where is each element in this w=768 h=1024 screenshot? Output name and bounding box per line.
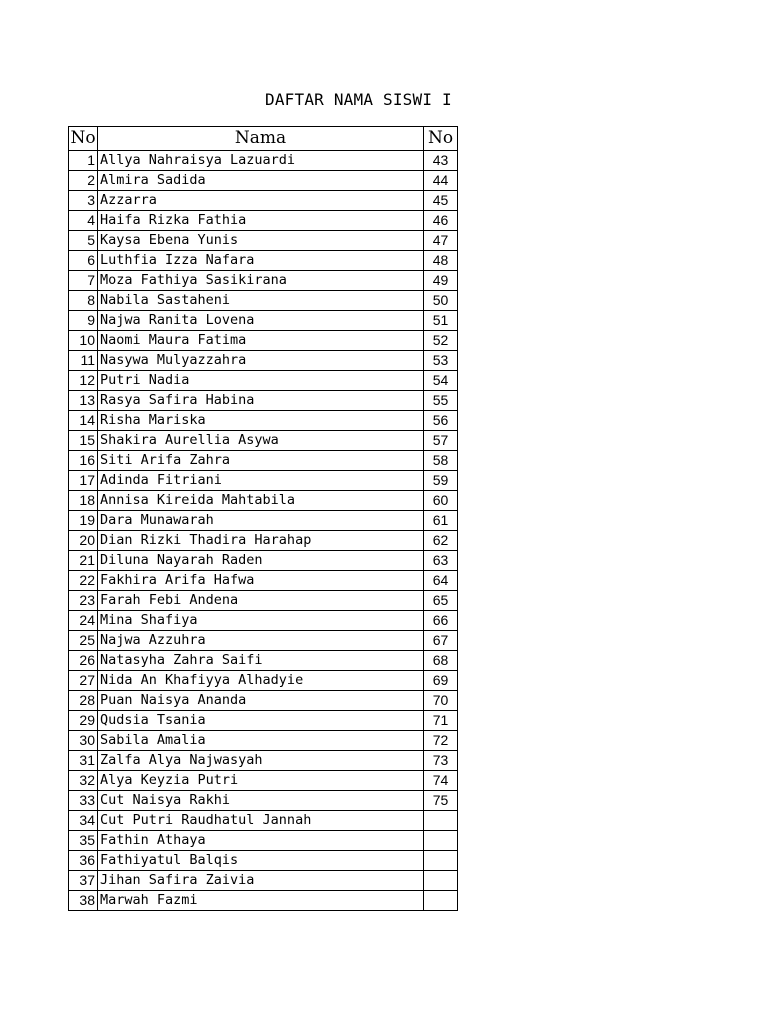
table-header-row bbox=[69, 127, 458, 151]
cell-no-second: 49 bbox=[424, 271, 458, 291]
cell-no-second: 74 bbox=[424, 771, 458, 791]
table-row bbox=[69, 731, 458, 751]
cell-no-second: 63 bbox=[424, 551, 458, 571]
cell-no-second: 60 bbox=[424, 491, 458, 511]
cell-no: 26 bbox=[69, 651, 98, 671]
cell-nama: Dara Munawarah bbox=[98, 511, 424, 531]
cell-no: 29 bbox=[69, 711, 98, 731]
cell-no: 5 bbox=[69, 231, 98, 251]
header-nama: Nama bbox=[98, 127, 424, 151]
cell-no-second: 68 bbox=[424, 651, 458, 671]
table-row bbox=[69, 491, 458, 511]
cell-nama: Farah Febi Andena bbox=[98, 591, 424, 611]
table-row bbox=[69, 891, 458, 911]
table-row bbox=[69, 611, 458, 631]
cell-no-second: 55 bbox=[424, 391, 458, 411]
cell-no: 27 bbox=[69, 671, 98, 691]
table-row bbox=[69, 171, 458, 191]
cell-no-second: 70 bbox=[424, 691, 458, 711]
table-row bbox=[69, 351, 458, 371]
cell-no-second: 44 bbox=[424, 171, 458, 191]
cell-no: 17 bbox=[69, 471, 98, 491]
cell-no: 19 bbox=[69, 511, 98, 531]
table-row bbox=[69, 551, 458, 571]
cell-no-second: 65 bbox=[424, 591, 458, 611]
table-row bbox=[69, 291, 458, 311]
cell-no-second: 75 bbox=[424, 791, 458, 811]
table-row bbox=[69, 591, 458, 611]
table-row bbox=[69, 771, 458, 791]
cell-no: 21 bbox=[69, 551, 98, 571]
cell-no: 1 bbox=[69, 151, 98, 171]
cell-no: 32 bbox=[69, 771, 98, 791]
cell-no: 20 bbox=[69, 531, 98, 551]
cell-no-second bbox=[424, 811, 458, 831]
cell-nama: Zalfa Alya Najwasyah bbox=[98, 751, 424, 771]
cell-no-second: 69 bbox=[424, 671, 458, 691]
cell-no-second: 54 bbox=[424, 371, 458, 391]
table-row bbox=[69, 471, 458, 491]
cell-nama: Shakira Aurellia Asywa bbox=[98, 431, 424, 451]
cell-no: 23 bbox=[69, 591, 98, 611]
cell-no: 37 bbox=[69, 871, 98, 891]
cell-nama: Haifa Rizka Fathia bbox=[98, 211, 424, 231]
table-row bbox=[69, 851, 458, 871]
cell-no: 15 bbox=[69, 431, 98, 451]
cell-no-second: 45 bbox=[424, 191, 458, 211]
cell-no-second bbox=[424, 851, 458, 871]
table-row bbox=[69, 251, 458, 271]
cell-nama: Qudsia Tsania bbox=[98, 711, 424, 731]
table-row bbox=[69, 331, 458, 351]
cell-nama: Najwa Azzuhra bbox=[98, 631, 424, 651]
table-row bbox=[69, 811, 458, 831]
cell-nama: Nabila Sastaheni bbox=[98, 291, 424, 311]
cell-no: 8 bbox=[69, 291, 98, 311]
table-body bbox=[69, 151, 458, 911]
table-row bbox=[69, 631, 458, 651]
cell-nama: Rasya Safira Habina bbox=[98, 391, 424, 411]
cell-nama: Almira Sadida bbox=[98, 171, 424, 191]
cell-nama: Cut Putri Raudhatul Jannah bbox=[98, 811, 424, 831]
cell-no: 24 bbox=[69, 611, 98, 631]
cell-no-second bbox=[424, 891, 458, 911]
cell-no: 13 bbox=[69, 391, 98, 411]
cell-no-second: 66 bbox=[424, 611, 458, 631]
table-row bbox=[69, 831, 458, 851]
table-row bbox=[69, 411, 458, 431]
cell-no: 16 bbox=[69, 451, 98, 471]
cell-nama: Fathiyatul Balqis bbox=[98, 851, 424, 871]
cell-no: 25 bbox=[69, 631, 98, 651]
cell-no: 30 bbox=[69, 731, 98, 751]
cell-no: 12 bbox=[69, 371, 98, 391]
cell-no-second: 47 bbox=[424, 231, 458, 251]
cell-nama: Moza Fathiya Sasikirana bbox=[98, 271, 424, 291]
cell-nama: Putri Nadia bbox=[98, 371, 424, 391]
cell-nama: Nasywa Mulyazzahra bbox=[98, 351, 424, 371]
table-row bbox=[69, 191, 458, 211]
cell-no-second: 43 bbox=[424, 151, 458, 171]
cell-no: 38 bbox=[69, 891, 98, 911]
cell-no: 22 bbox=[69, 571, 98, 591]
page-title: DAFTAR NAMA SISWI I bbox=[265, 90, 452, 109]
table-row bbox=[69, 151, 458, 171]
table-row bbox=[69, 751, 458, 771]
cell-no: 18 bbox=[69, 491, 98, 511]
cell-no: 33 bbox=[69, 791, 98, 811]
cell-nama: Fakhira Arifa Hafwa bbox=[98, 571, 424, 591]
table-row bbox=[69, 651, 458, 671]
cell-no: 35 bbox=[69, 831, 98, 851]
cell-nama: Diluna Nayarah Raden bbox=[98, 551, 424, 571]
table-row bbox=[69, 791, 458, 811]
table-row bbox=[69, 271, 458, 291]
cell-no-second: 51 bbox=[424, 311, 458, 331]
cell-no: 11 bbox=[69, 351, 98, 371]
cell-no-second: 62 bbox=[424, 531, 458, 551]
cell-nama: Puan Naisya Ananda bbox=[98, 691, 424, 711]
cell-nama: Alya Keyzia Putri bbox=[98, 771, 424, 791]
cell-no-second: 48 bbox=[424, 251, 458, 271]
table-row bbox=[69, 711, 458, 731]
cell-no-second: 64 bbox=[424, 571, 458, 591]
table-row bbox=[69, 691, 458, 711]
cell-nama: Cut Naisya Rakhi bbox=[98, 791, 424, 811]
table-row bbox=[69, 391, 458, 411]
cell-no-second: 57 bbox=[424, 431, 458, 451]
cell-no: 6 bbox=[69, 251, 98, 271]
cell-nama: Kaysa Ebena Yunis bbox=[98, 231, 424, 251]
cell-no: 7 bbox=[69, 271, 98, 291]
cell-no-second bbox=[424, 871, 458, 891]
cell-nama: Sabila Amalia bbox=[98, 731, 424, 751]
cell-nama: Natasyha Zahra Saifi bbox=[98, 651, 424, 671]
cell-nama: Nida An Khafiyya Alhadyie bbox=[98, 671, 424, 691]
cell-no: 3 bbox=[69, 191, 98, 211]
table-row bbox=[69, 371, 458, 391]
cell-nama: Allya Nahraisya Lazuardi bbox=[98, 151, 424, 171]
cell-no-second: 56 bbox=[424, 411, 458, 431]
cell-no: 10 bbox=[69, 331, 98, 351]
table-row bbox=[69, 231, 458, 251]
cell-no: 31 bbox=[69, 751, 98, 771]
cell-no: 2 bbox=[69, 171, 98, 191]
cell-nama: Mina Shafiya bbox=[98, 611, 424, 631]
cell-nama: Najwa Ranita Lovena bbox=[98, 311, 424, 331]
cell-no-second: 61 bbox=[424, 511, 458, 531]
table-row bbox=[69, 511, 458, 531]
cell-nama: Marwah Fazmi bbox=[98, 891, 424, 911]
cell-nama: Naomi Maura Fatima bbox=[98, 331, 424, 351]
table-row bbox=[69, 311, 458, 331]
cell-no: 34 bbox=[69, 811, 98, 831]
cell-no-second: 59 bbox=[424, 471, 458, 491]
header-no: No bbox=[69, 127, 98, 151]
cell-nama: Siti Arifa Zahra bbox=[98, 451, 424, 471]
table-row bbox=[69, 871, 458, 891]
cell-no-second: 53 bbox=[424, 351, 458, 371]
cell-no-second: 73 bbox=[424, 751, 458, 771]
cell-nama: Azzarra bbox=[98, 191, 424, 211]
cell-no: 36 bbox=[69, 851, 98, 871]
cell-nama: Risha Mariska bbox=[98, 411, 424, 431]
table-row bbox=[69, 451, 458, 471]
cell-no: 4 bbox=[69, 211, 98, 231]
cell-nama: Luthfia Izza Nafara bbox=[98, 251, 424, 271]
cell-no-second: 52 bbox=[424, 331, 458, 351]
header-no-second: No bbox=[424, 127, 458, 151]
cell-no: 14 bbox=[69, 411, 98, 431]
cell-nama: Dian Rizki Thadira Harahap bbox=[98, 531, 424, 551]
table-row bbox=[69, 531, 458, 551]
student-table bbox=[68, 126, 458, 911]
cell-no-second: 46 bbox=[424, 211, 458, 231]
cell-no: 9 bbox=[69, 311, 98, 331]
cell-nama: Jihan Safira Zaivia bbox=[98, 871, 424, 891]
cell-no-second: 71 bbox=[424, 711, 458, 731]
table-row bbox=[69, 671, 458, 691]
table-row bbox=[69, 431, 458, 451]
cell-no: 28 bbox=[69, 691, 98, 711]
table-row bbox=[69, 211, 458, 231]
cell-no-second: 58 bbox=[424, 451, 458, 471]
table-row bbox=[69, 571, 458, 591]
cell-no-second bbox=[424, 831, 458, 851]
cell-nama: Fathin Athaya bbox=[98, 831, 424, 851]
cell-no-second: 67 bbox=[424, 631, 458, 651]
cell-nama: Annisa Kireida Mahtabila bbox=[98, 491, 424, 511]
cell-no-second: 72 bbox=[424, 731, 458, 751]
cell-nama: Adinda Fitriani bbox=[98, 471, 424, 491]
cell-no-second: 50 bbox=[424, 291, 458, 311]
